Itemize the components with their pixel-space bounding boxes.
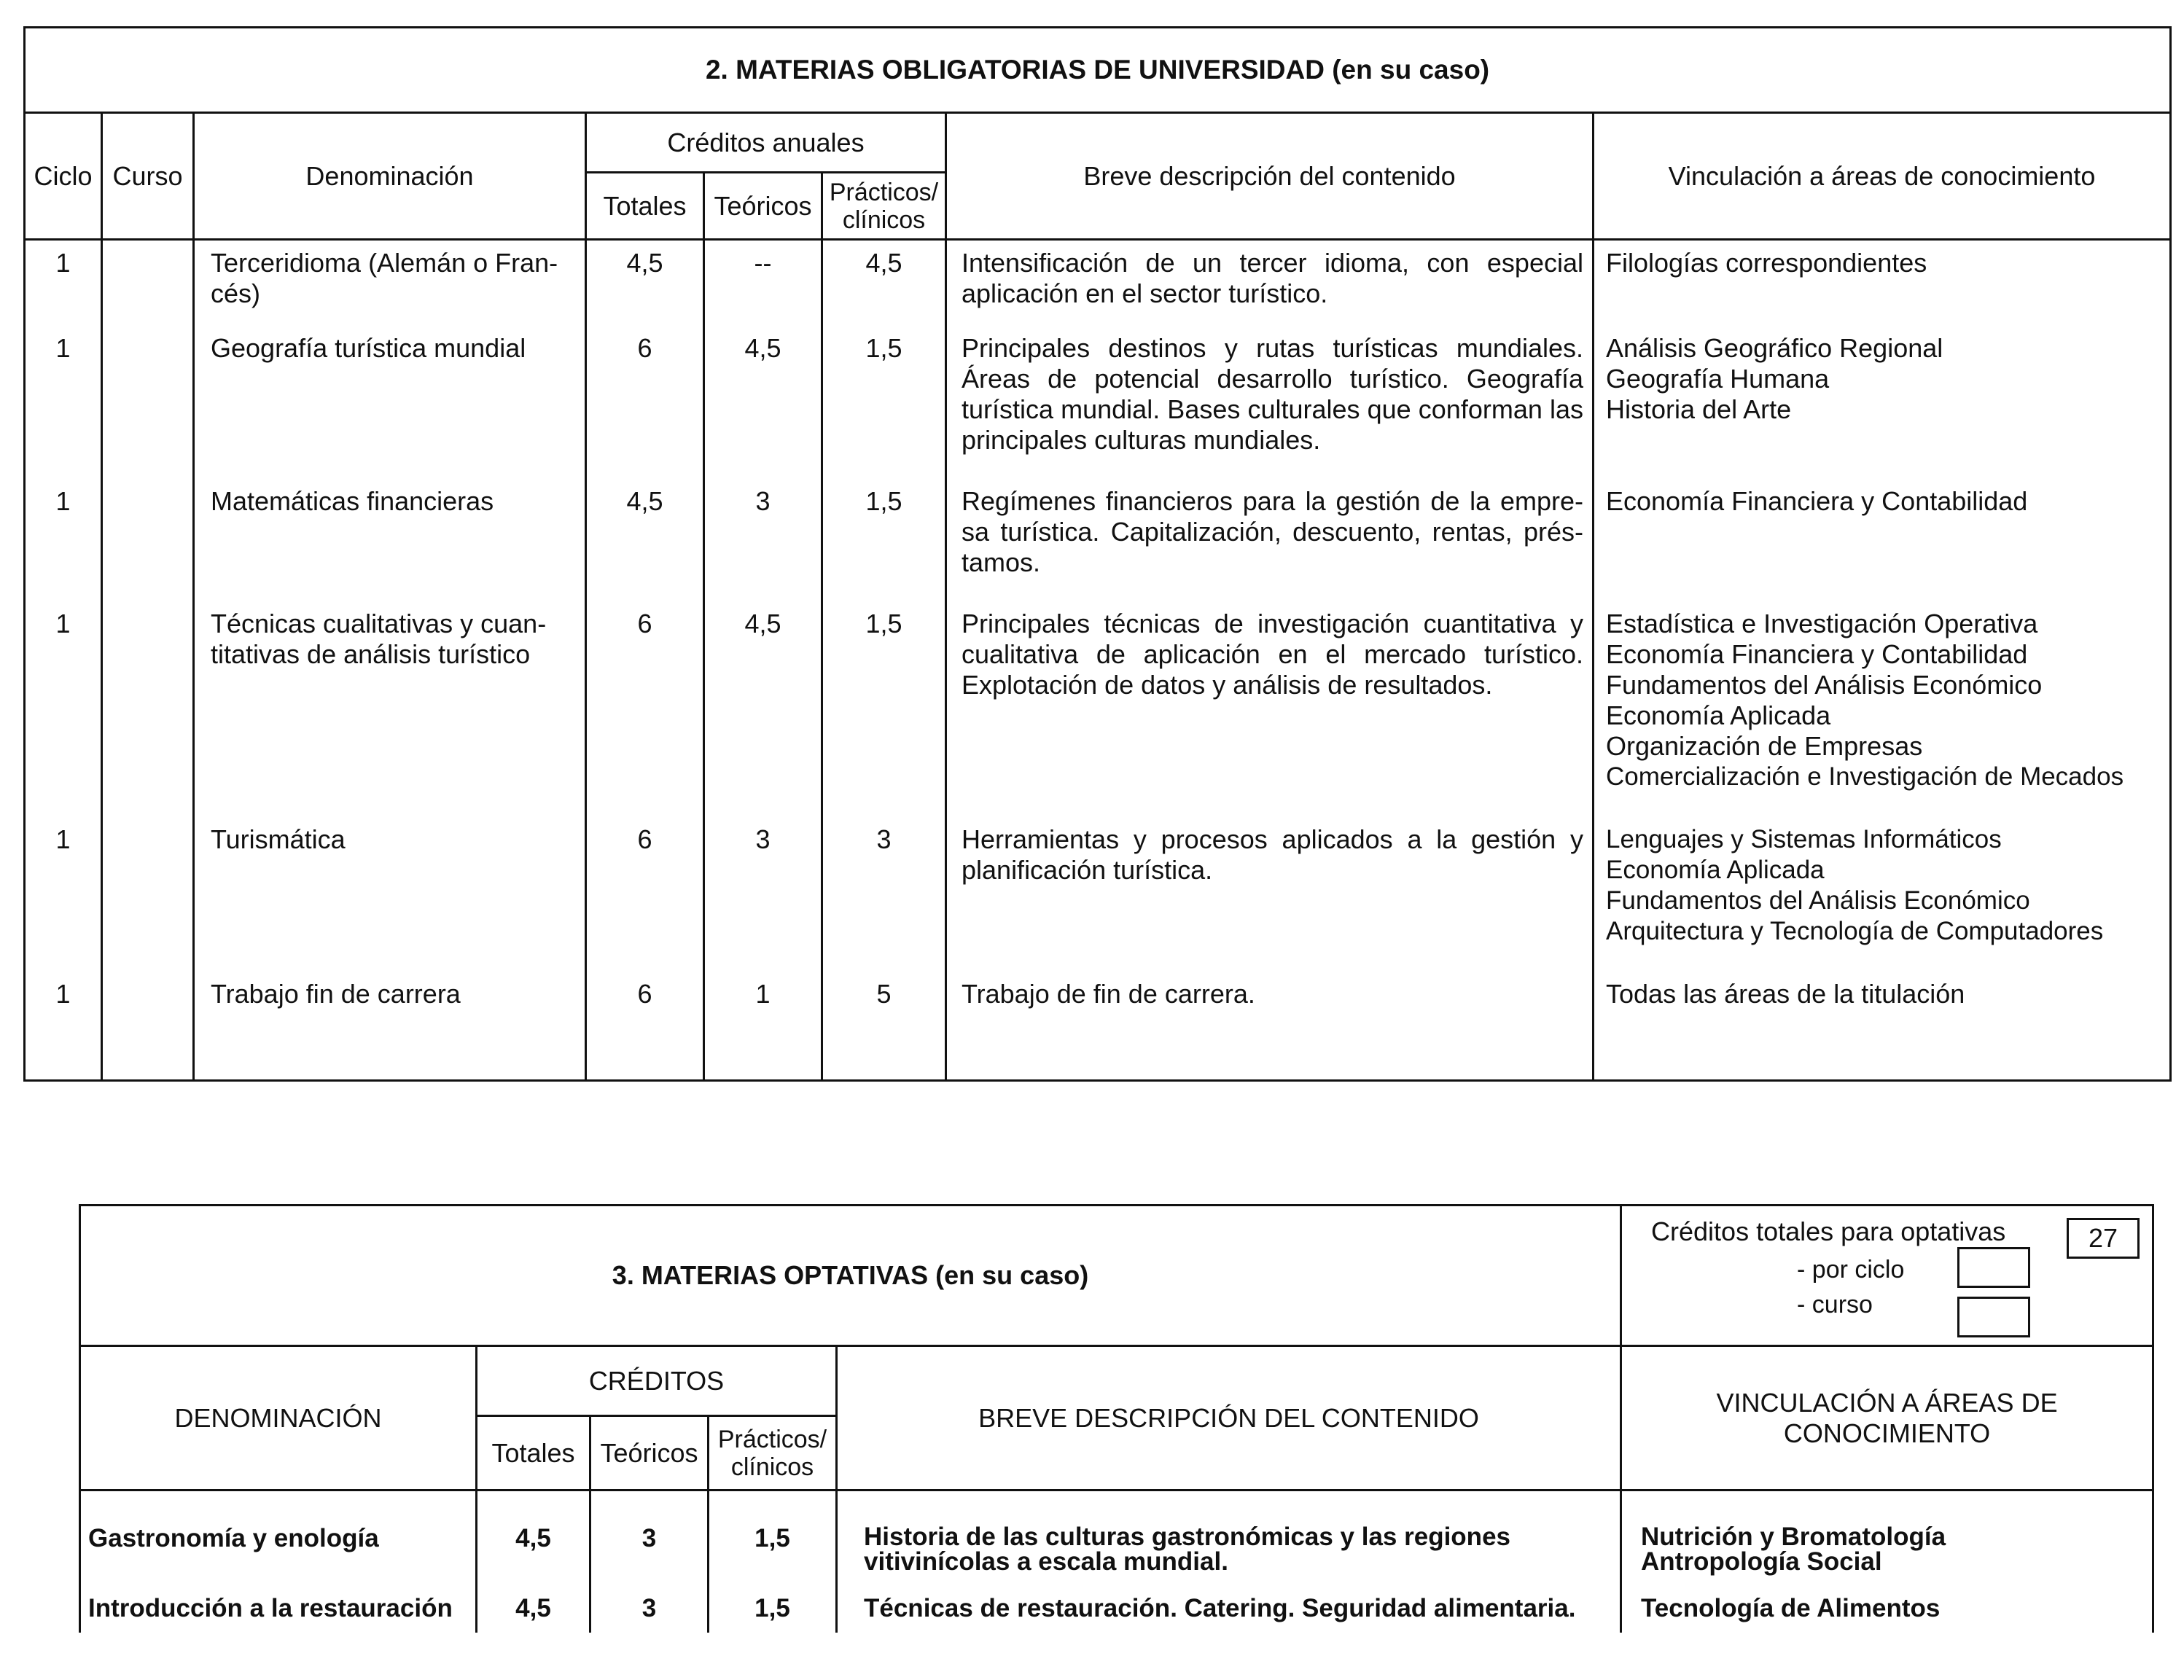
header-denominacion: Denominación xyxy=(194,113,586,240)
header-vinculacion: VINCULACIÓN A ÁREAS DE CONOCIMIENTO xyxy=(1621,1346,2153,1490)
practicos-cell: 1,5 xyxy=(709,1490,837,1575)
descripcion-cell: Principales destinos y rutas turísticas mundiales. Áreas de potencial desarrollo turístico. Geografía turística mundial. Bases culturales que conforman las principales culturas mundiales. xyxy=(946,333,1594,486)
totales-cell: 6 xyxy=(586,979,704,1081)
teoricos-cell: 3 xyxy=(704,824,822,979)
table-row xyxy=(25,486,2171,609)
area-item: Todas las áreas de la titulación xyxy=(1606,978,1965,1009)
ciclo-cell: 1 xyxy=(25,824,102,979)
area-item: Economía Aplicada xyxy=(1606,855,1825,884)
area-item: Economía Financiera y Contabilidad xyxy=(1606,485,2028,516)
teoricos-cell: 1 xyxy=(704,979,822,1081)
areas-cell xyxy=(1621,1490,2153,1575)
ciclo-cell: 1 xyxy=(25,333,102,486)
descripcion-cell: Técnicas de restauración. Catering. Seguridad alimentaria. xyxy=(837,1574,1621,1633)
practicos-cell: 4,5 xyxy=(822,240,946,333)
teoricos-cell: 3 xyxy=(704,486,822,609)
area-item: Economía Financiera y Contabilidad xyxy=(1606,638,2028,669)
header-descripcion: BREVE DESCRIPCIÓN DEL CONTENIDO xyxy=(837,1346,1621,1490)
descripcion-cell: Herramientas y procesos aplicados a la gestión y planificación turística. xyxy=(946,824,1594,979)
descripcion-cell: Principales técnicas de investigación cuantitativa y cualitativa de aplicación en el mercado turístico. Explotación de datos y análisis de resultados. xyxy=(946,609,1594,824)
totales-cell: 4,5 xyxy=(586,486,704,609)
curso-cell xyxy=(102,333,194,486)
header-practicos: Prácticos/ clínicos xyxy=(822,173,946,240)
teoricos-cell: 4,5 xyxy=(704,333,822,486)
denominacion-cell: Matemáticas financieras xyxy=(194,486,586,609)
denominacion-cell: Trabajo fin de carrera xyxy=(194,979,586,1081)
ciclo-cell: 1 xyxy=(25,979,102,1081)
ciclo-cell: 1 xyxy=(25,609,102,824)
totales-cell: 6 xyxy=(586,333,704,486)
ciclo-cell: 1 xyxy=(25,486,102,609)
table-row xyxy=(80,1490,2153,1575)
area-item: Lenguajes y Sistemas Informáticos xyxy=(1606,824,2002,853)
header-teoricos: Teóricos xyxy=(704,173,822,240)
section2-title: 2. MATERIAS OBLIGATORIAS DE UNIVERSIDAD (en su caso) xyxy=(25,28,2171,113)
header-descripcion: Breve descripción del contenido xyxy=(946,113,1594,240)
descripcion-cell: Trabajo de fin de carrera. xyxy=(946,979,1594,1081)
curso-cell xyxy=(102,824,194,979)
teoricos-cell: 3 xyxy=(590,1574,709,1633)
curso-label: - curso xyxy=(1797,1291,1873,1318)
areas-cell xyxy=(1594,609,2171,824)
header-vinculacion: Vinculación a áreas de conocimiento xyxy=(1594,113,2171,240)
areas-cell xyxy=(1594,979,2171,1081)
creditos-totales-box: 27 xyxy=(2067,1218,2140,1259)
area-item: Geografía Humana xyxy=(1606,363,1830,394)
denominacion-cell: Geografía turística mundial xyxy=(194,333,586,486)
totales-cell: 4,5 xyxy=(477,1574,590,1633)
descripcion-cell: Historia de las culturas gastronómicas y las regiones vitivinícolas a escala mundial. xyxy=(837,1490,1621,1575)
section3-title: 3. MATERIAS OPTATIVAS (en su caso) xyxy=(80,1206,1621,1346)
table-row xyxy=(80,1574,2153,1633)
areas-cell xyxy=(1594,824,2171,979)
creditos-totales-label: Créditos totales para optativas xyxy=(1651,1216,2006,1246)
totales-cell: 6 xyxy=(586,609,704,824)
optativas-summary xyxy=(1621,1206,2153,1346)
area-item: Organización de Empresas xyxy=(1606,730,1923,761)
denominacion-cell: Gastronomía y enología xyxy=(80,1490,477,1575)
optativas-table xyxy=(79,1204,2154,1633)
teoricos-cell: 3 xyxy=(590,1490,709,1575)
header-teoricos: Teóricos xyxy=(590,1416,709,1490)
practicos-cell: 1,5 xyxy=(822,609,946,824)
header-creditos: CRÉDITOS xyxy=(477,1346,837,1416)
totales-cell: 4,5 xyxy=(586,240,704,333)
area-item: Economía Aplicada xyxy=(1606,700,1831,730)
curso-cell xyxy=(102,240,194,333)
denominacion-cell: Terceridioma (Alemán o Fran-cés) xyxy=(194,240,586,333)
header-practicos: Prácticos/ clínicos xyxy=(709,1416,837,1490)
area-item: Comercialización e Investigación de Mecados xyxy=(1606,762,2124,791)
teoricos-cell: 4,5 xyxy=(704,609,822,824)
header-ciclo: Ciclo xyxy=(25,113,102,240)
ciclo-cell: 1 xyxy=(25,240,102,333)
denominacion-cell: Técnicas cualitativas y cuan-titativas de análisis turístico xyxy=(194,609,586,824)
teoricos-cell: -- xyxy=(704,240,822,333)
header-curso: Curso xyxy=(102,113,194,240)
area-item: Análisis Geográfico Regional xyxy=(1606,332,1943,363)
area-item: Estadística e Investigación Operativa xyxy=(1606,608,2038,638)
area-item: Fundamentos del Análisis Económico xyxy=(1606,669,2043,700)
descripcion-cell: Intensificación de un tercer idioma, con especial aplicación en el sector turístico. xyxy=(946,240,1594,333)
curso-cell xyxy=(102,609,194,824)
curso-cell xyxy=(102,486,194,609)
table-row xyxy=(25,240,2171,333)
por-ciclo-label: - por ciclo xyxy=(1797,1256,1905,1284)
area-item: Arquitectura y Tecnología de Computadores xyxy=(1606,916,2104,945)
practicos-cell: 1,5 xyxy=(822,333,946,486)
descripcion-cell: Regímenes financieros para la gestión de la empre-sa turística. Capitalización, descuento, rentas, prés-tamos. xyxy=(946,486,1594,609)
table-row xyxy=(25,333,2171,486)
denominacion-cell: Introducción a la restauración xyxy=(80,1574,477,1633)
obligatorias-table xyxy=(23,26,2172,1082)
areas-cell xyxy=(1594,240,2171,333)
totales-cell: 4,5 xyxy=(477,1490,590,1575)
practicos-cell: 5 xyxy=(822,979,946,1081)
header-totales: Totales xyxy=(477,1416,590,1490)
header-totales: Totales xyxy=(586,173,704,240)
table-row xyxy=(25,609,2171,824)
area-item: Historia del Arte xyxy=(1606,394,1792,424)
curso-box[interactable] xyxy=(1957,1297,2030,1337)
area-item: Tecnología de Alimentos xyxy=(1641,1594,1941,1622)
header-creditos-anuales: Créditos anuales xyxy=(586,113,946,173)
areas-cell xyxy=(1594,486,2171,609)
practicos-cell: 3 xyxy=(822,824,946,979)
practicos-cell: 1,5 xyxy=(709,1574,837,1633)
table-row xyxy=(25,824,2171,979)
area-item: Nutrición y Bromatología xyxy=(1641,1523,1946,1551)
area-item: Antropología Social xyxy=(1641,1547,1882,1576)
header-denominacion: DENOMINACIÓN xyxy=(80,1346,477,1490)
table-row xyxy=(25,979,2171,1081)
area-item: Fundamentos del Análisis Económico xyxy=(1606,886,2030,915)
denominacion-cell: Turismática xyxy=(194,824,586,979)
totales-cell: 6 xyxy=(586,824,704,979)
practicos-cell: 1,5 xyxy=(822,486,946,609)
por-ciclo-box[interactable] xyxy=(1957,1247,2030,1288)
curso-cell xyxy=(102,979,194,1081)
areas-cell xyxy=(1621,1574,2153,1633)
area-item: Filologías correspondientes xyxy=(1606,248,1927,278)
areas-cell xyxy=(1594,333,2171,486)
